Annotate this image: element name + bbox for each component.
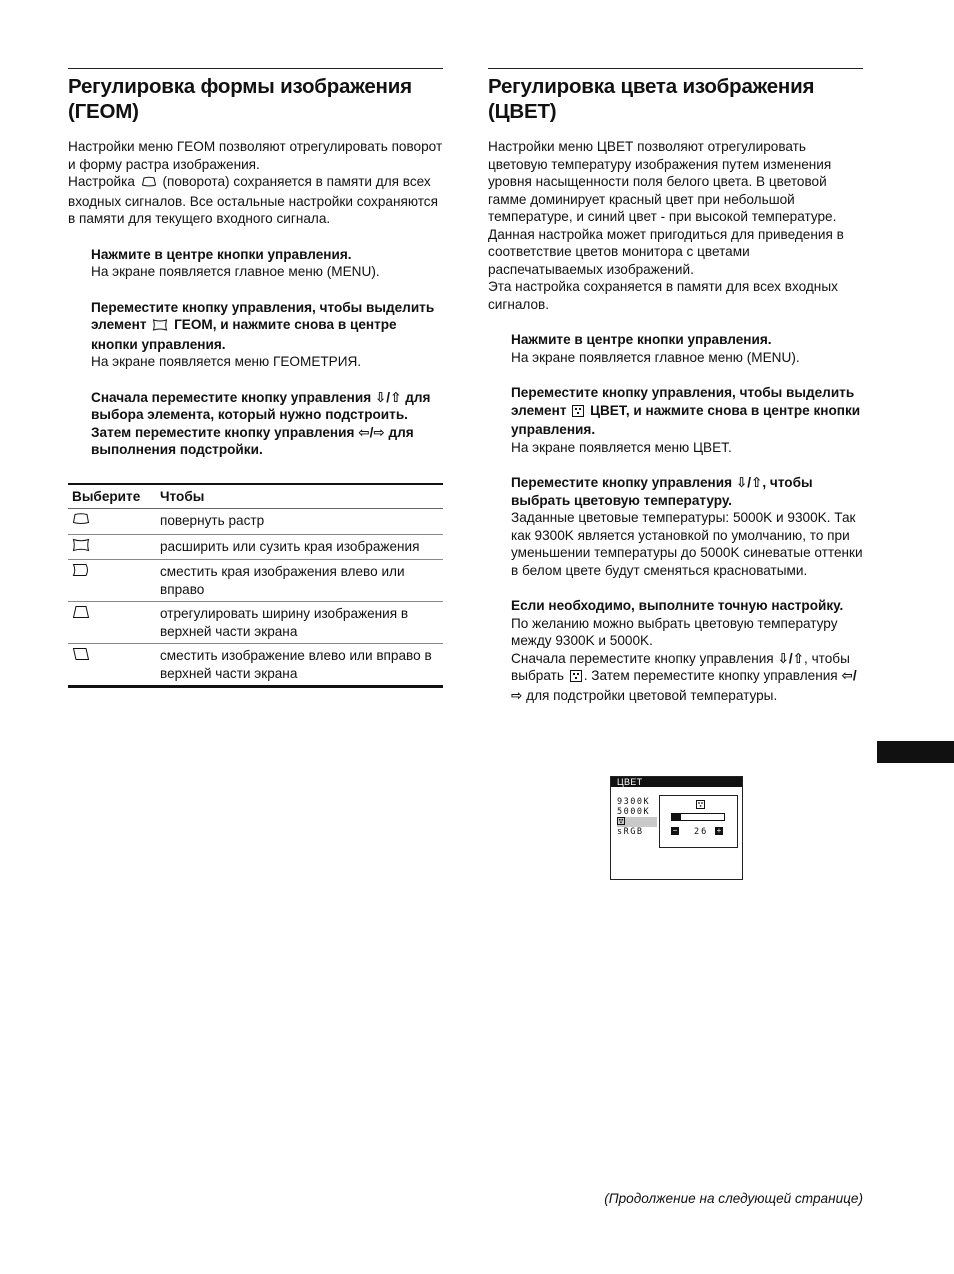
table-header-select: Выберите (68, 484, 156, 509)
color-adjust-icon (617, 817, 625, 825)
color-step-4-body-2a: Сначала переместите кнопку управления (511, 650, 774, 666)
keystone-icon (72, 607, 90, 622)
table-cell: расширить или сузить края изображения (156, 534, 443, 560)
color-step-2-body: На экране появляется меню ЦВЕТ. (511, 439, 732, 455)
geom-section (68, 68, 443, 688)
geom-title: Регулировка формы изображения (ГЕОМ) (68, 75, 412, 123)
color-step-4-body-1: По желанию можно выбрать цветовую температуру между 9300K и 5000K. (511, 615, 838, 648)
color-adjust-icon (696, 800, 705, 809)
geom-intro (68, 138, 443, 228)
color-step-2-title-b: ЦВЕТ, и нажмите снова в центре кнопки управления. (511, 402, 861, 437)
osd-title: ЦВЕТ (611, 777, 742, 787)
color-step-1-title: Нажмите в центре кнопки управления. (511, 332, 772, 347)
pincushion-icon (72, 540, 90, 555)
color-step-4-body-2c: . Затем переместите кнопку управления (583, 668, 838, 683)
geom-intro-2b: (поворота) сохраняется в памяти для всех входных сигналов. Все остальные настройки сохраняются в памяти для текущего входного сигнала. (68, 174, 438, 226)
table-cell: отрегулировать ширину изображения в верхней части экрана (156, 602, 443, 644)
color-icon (572, 404, 584, 422)
geom-step-2-title-b: ГЕОМ, и нажмите снова в центре кнопки управления. (91, 317, 397, 352)
table-row (68, 602, 443, 644)
color-step-2 (511, 384, 863, 456)
section-tab-marker (877, 741, 954, 763)
color-step-4-body-2b: , чтобы выбрать (511, 650, 850, 683)
osd-value: 26 (694, 827, 709, 837)
color-step-1-body: На экране появляется главное меню (MENU). (511, 349, 800, 365)
rotation-icon (72, 514, 90, 529)
osd-adjust-panel (659, 795, 738, 848)
geom-intro-1: Настройки меню ГЕОМ позволяют отрегулировать поворот и форму растра изображения. (68, 139, 443, 172)
table-cell: повернуть растр (156, 509, 443, 535)
table-row (68, 560, 443, 602)
geom-step-3-title-c: для выполнения подстройки. (91, 424, 414, 457)
table-row (68, 534, 443, 560)
section-rule (488, 68, 863, 69)
table-cell: сместить изображение влево или вправо в верхней части экрана (156, 644, 443, 687)
geom-step-2-title-a: Переместите кнопку управления, чтобы выделить элемент (91, 299, 435, 332)
geom-table (68, 483, 443, 689)
color-section (488, 68, 863, 704)
left-right-arrow-icon: ⇦/⇨ (511, 668, 857, 703)
rotation-icon (141, 175, 157, 193)
minus-icon: − (672, 826, 678, 835)
osd-item-9300k: 9300K (617, 797, 651, 807)
pin-balance-icon (72, 565, 90, 580)
osd-menu-list (617, 797, 657, 837)
key-balance-icon (72, 649, 90, 664)
color-title: Регулировка цвета изображения (ЦВЕТ) (488, 75, 815, 123)
table-header-purpose: Чтобы (156, 484, 443, 509)
up-down-arrow-icon: ⇩/⇧ (374, 389, 402, 405)
color-step-4-body-2d: для подстройки цветовой температуры. (526, 687, 778, 703)
color-intro-2: Эта настройка сохраняется в памяти для всех входных сигналов. (488, 279, 838, 312)
left-right-arrow-icon: ⇦/⇨ (358, 424, 385, 440)
osd-item-adjust (617, 817, 657, 827)
table-row (68, 509, 443, 535)
color-step-4-title: Если необходимо, выполните точную настройку. (511, 598, 844, 613)
table-cell: сместить края изображения влево или вправо (156, 560, 443, 602)
plus-icon: + (716, 826, 722, 835)
section-rule (68, 68, 443, 69)
color-adjust-icon (570, 669, 582, 687)
up-down-arrow-icon: ⇩/⇧ (777, 650, 805, 666)
osd-item-5000k: 5000K (617, 807, 651, 817)
geom-step-3-title-a: Сначала переместите кнопку управления (91, 389, 372, 405)
geom-step-3-title-b: для выбора элемента, который нужно подстроить. Затем переместите кнопку управления (91, 389, 431, 440)
geom-step-2-body: На экране появляется меню ГЕОМЕТРИЯ. (91, 354, 362, 369)
color-intro (488, 138, 863, 313)
geom-icon (152, 318, 168, 336)
color-intro-1: Настройки меню ЦВЕТ позволяют отрегулировать цветовую температуру изображения путем изменения уровня насыщенности поля белого цвета. В цветовой гамме доминирует красный цвет при небольшой температуре, и синий цвет - при высокой температуре. Данная настройка может пригодиться для приведения в соответствие цветов монитора с цветами распечатываемых изображений. (488, 139, 844, 277)
geom-step-3 (91, 389, 443, 459)
color-step-1 (511, 331, 863, 366)
color-step-2-title-a: Переместите кнопку управления, чтобы выделить элемент (511, 385, 855, 418)
geom-step-1 (91, 246, 443, 281)
osd-level-track (671, 813, 725, 821)
color-step-3 (511, 474, 863, 579)
color-step-3-title-a: Переместите кнопку управления (511, 475, 733, 490)
geom-step-1-title: Нажмите в центре кнопки управления. (91, 246, 352, 262)
continuation-note: (Продолжение на следующей странице) (604, 1191, 863, 1206)
geom-intro-2a: Настройка (68, 174, 135, 189)
color-step-3-title-b: , чтобы выбрать цветовую температуру. (511, 475, 813, 508)
geom-step-2 (91, 299, 443, 371)
osd-level-fill (672, 814, 681, 820)
osd-item-srgb: sRGB (617, 827, 644, 837)
color-osd-screen (610, 776, 743, 880)
color-step-4 (511, 597, 863, 704)
up-down-arrow-icon: ⇩/⇧ (735, 475, 763, 490)
table-row (68, 644, 443, 687)
color-step-3-body: Заданные цветовые температуры: 5000K и 9300K. Так как 9300K является установкой по умолчанию, то при уменьшении температуры до 5000K синеватые оттенки в белом цвете будут сменяться красноватыми. (511, 510, 863, 578)
geom-step-1-body: На экране появляется главное меню (MENU). (91, 264, 380, 279)
